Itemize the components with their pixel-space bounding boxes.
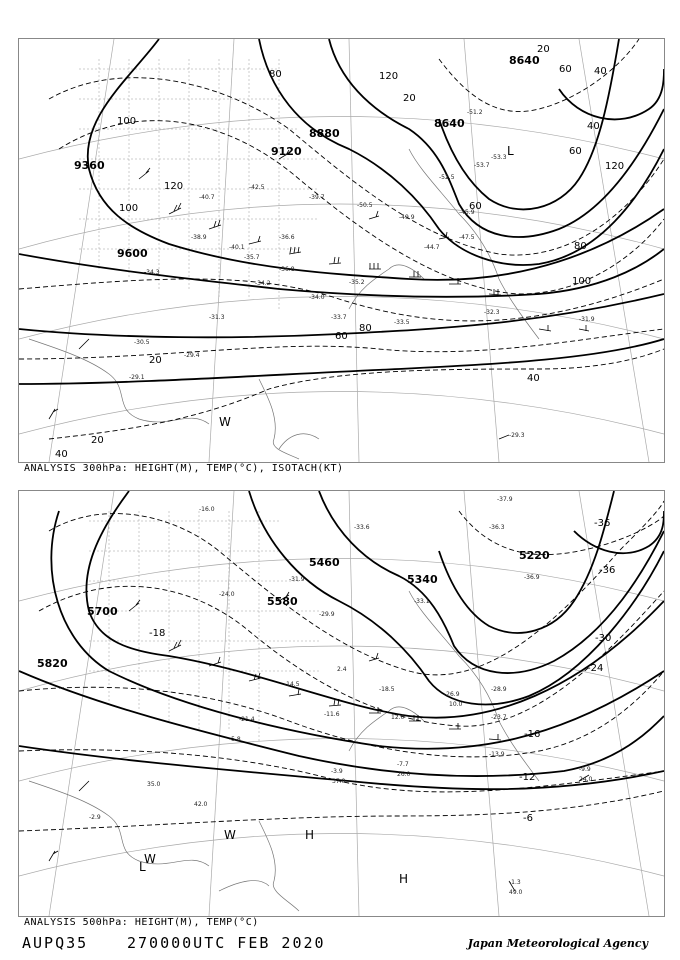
station-value: -52.5	[439, 174, 455, 181]
temp-label: -12	[519, 772, 536, 783]
temp-label: -36	[594, 518, 611, 529]
temp-label: -6	[523, 813, 533, 824]
station-value: -14.5	[284, 681, 300, 688]
isotach-label: 100	[572, 276, 592, 287]
station-value: -45.9	[459, 209, 475, 216]
station-value: 2.4	[337, 666, 347, 673]
station-value: -13.9	[489, 751, 505, 758]
station-value: -40.7	[199, 194, 215, 201]
height-label: 5460	[309, 556, 340, 569]
station-value: -30.5	[134, 339, 150, 346]
height-label: 5340	[407, 573, 438, 586]
station-value: -37.9	[497, 496, 513, 503]
station-values	[129, 109, 595, 439]
high-pressure-center-marker: H	[399, 872, 409, 886]
isotach-label: 80	[269, 69, 282, 80]
station-value: -47.5	[459, 234, 475, 241]
isotach-label: 60	[559, 64, 572, 75]
station-value: -2.9	[89, 814, 101, 821]
station-value: -3.9	[331, 768, 343, 775]
height-label: 9120	[271, 145, 302, 158]
isotach-label: 60	[469, 201, 482, 212]
map-500hpa-chart	[19, 491, 664, 916]
station-value: 10.0	[449, 701, 463, 708]
low-pressure-center-marker: L	[139, 860, 146, 874]
station-value: -29.3	[509, 432, 525, 439]
station-value: -31.9	[579, 316, 595, 323]
height-label: 9600	[117, 247, 148, 260]
temp-label: -30	[595, 633, 612, 644]
station-value: -31.3	[209, 314, 225, 321]
station-value: -39.7	[309, 194, 325, 201]
isotach-label: 120	[379, 71, 399, 82]
isotach-label: 100	[119, 203, 139, 214]
station-values	[89, 496, 593, 896]
height-label: 9360	[74, 159, 105, 172]
station-value: -28.9	[491, 686, 507, 693]
station-value: 12.0	[391, 714, 405, 721]
isotach-label: 40	[587, 121, 600, 132]
warm-center-marker: W	[219, 415, 231, 429]
station-value: -33.5	[394, 319, 410, 326]
station-value: -9.9	[579, 766, 591, 773]
station-value: -44.7	[424, 244, 440, 251]
high-pressure-center-marker: H	[305, 828, 315, 842]
station-value: 24.0	[579, 776, 593, 783]
station-value: -33.7	[331, 314, 347, 321]
height-label: 8640	[509, 54, 540, 67]
height-label: 5820	[37, 657, 68, 670]
low-pressure-center-marker: L	[507, 144, 514, 158]
wind-barbs	[49, 592, 589, 891]
station-value: -1.3	[509, 879, 521, 886]
chart-identifier: AUPQ35	[22, 934, 89, 952]
isotach-label: 60	[335, 331, 348, 342]
station-value: -35.7	[244, 254, 260, 261]
station-value: 35.0	[147, 781, 161, 788]
station-value: -53.3	[491, 154, 507, 161]
panel-caption-300hpa: ANALYSIS 300hPa: HEIGHT(M), TEMP(°C), ISOTACH(KT)	[24, 463, 344, 474]
station-value: -18.5	[379, 686, 395, 693]
height-label: 5220	[519, 549, 550, 562]
station-value: -53.7	[474, 162, 490, 169]
map-panel-500hpa	[18, 490, 665, 917]
map-panel-300hpa	[18, 38, 665, 463]
station-value: 42.0	[194, 801, 208, 808]
height-label: 8640	[434, 117, 465, 130]
station-value: -40.1	[229, 244, 245, 251]
isotach-label: 80	[574, 241, 587, 252]
graticule	[19, 491, 664, 916]
isotach-label: 60	[569, 146, 582, 157]
isotach-label: 20	[149, 355, 162, 366]
station-value: -11.6	[324, 711, 340, 718]
coastline	[29, 149, 539, 459]
station-value: -16.0	[199, 506, 215, 513]
temp-label: -16	[524, 729, 541, 740]
station-value: -26.9	[444, 691, 460, 698]
isotach-label: 20	[403, 93, 416, 104]
station-value: -35.2	[349, 279, 365, 286]
height-label: 5700	[87, 605, 118, 618]
station-value: -33.6	[354, 524, 370, 531]
station-value: -24.0	[219, 591, 235, 598]
isotach-label: 100	[117, 116, 137, 127]
station-value: -21.4	[239, 716, 255, 723]
station-value: -34.0	[309, 294, 325, 301]
panel-caption-500hpa: ANALYSIS 500hPa: HEIGHT(M), TEMP(°C)	[24, 917, 259, 928]
station-value: -38.9	[191, 234, 207, 241]
isotach-label: 80	[359, 323, 372, 334]
temp-label: -18	[149, 628, 166, 639]
station-value: -42.5	[249, 184, 265, 191]
agency-credit: Japan Meteorological Agency	[467, 937, 648, 950]
isotach-label: 40	[55, 449, 68, 460]
station-value: -29.9	[319, 611, 335, 618]
isotach-label: 40	[594, 66, 607, 77]
station-value: -32.3	[484, 309, 500, 316]
station-value: 26.0	[397, 771, 411, 778]
isotach-label: 120	[164, 181, 184, 192]
isotach-label: 20	[91, 435, 104, 446]
station-value: -36.3	[489, 524, 505, 531]
station-value: -34.2	[255, 280, 271, 287]
station-value: -7.7	[397, 761, 409, 768]
station-value: -36.9	[524, 574, 540, 581]
temp-label: -36	[599, 565, 616, 576]
station-value: -36.8	[279, 266, 295, 273]
height-label: 8880	[309, 127, 340, 140]
station-value: -34.3	[144, 269, 160, 276]
height-contours	[19, 491, 664, 789]
station-value: -50.5	[357, 202, 373, 209]
warm-center-marker: W	[144, 852, 156, 866]
isotach-label: 40	[527, 373, 540, 384]
temp-label: -24	[587, 663, 604, 674]
station-value: -36.6	[279, 234, 295, 241]
station-value: -23.7	[491, 714, 507, 721]
station-value: -29.4	[184, 352, 200, 359]
station-value: -5.8	[229, 736, 241, 743]
station-value: 37.0	[332, 778, 346, 785]
station-value: -51.2	[467, 109, 483, 116]
map-300hpa-chart	[19, 39, 664, 462]
valid-time: 270000UTC FEB 2020	[127, 934, 326, 952]
station-value: -49.9	[399, 214, 415, 221]
coastline	[29, 591, 539, 911]
station-value: -29.1	[129, 374, 145, 381]
isotach-label: 120	[605, 161, 625, 172]
land-grid	[89, 511, 319, 741]
isotach-label: 20	[537, 44, 550, 55]
height-label: 5580	[267, 595, 298, 608]
station-value: -33.1	[414, 598, 430, 605]
graticule	[19, 39, 664, 462]
warm-center-marker: W	[224, 828, 236, 842]
station-value: 49.0	[509, 889, 523, 896]
station-value: -31.9	[289, 576, 305, 583]
